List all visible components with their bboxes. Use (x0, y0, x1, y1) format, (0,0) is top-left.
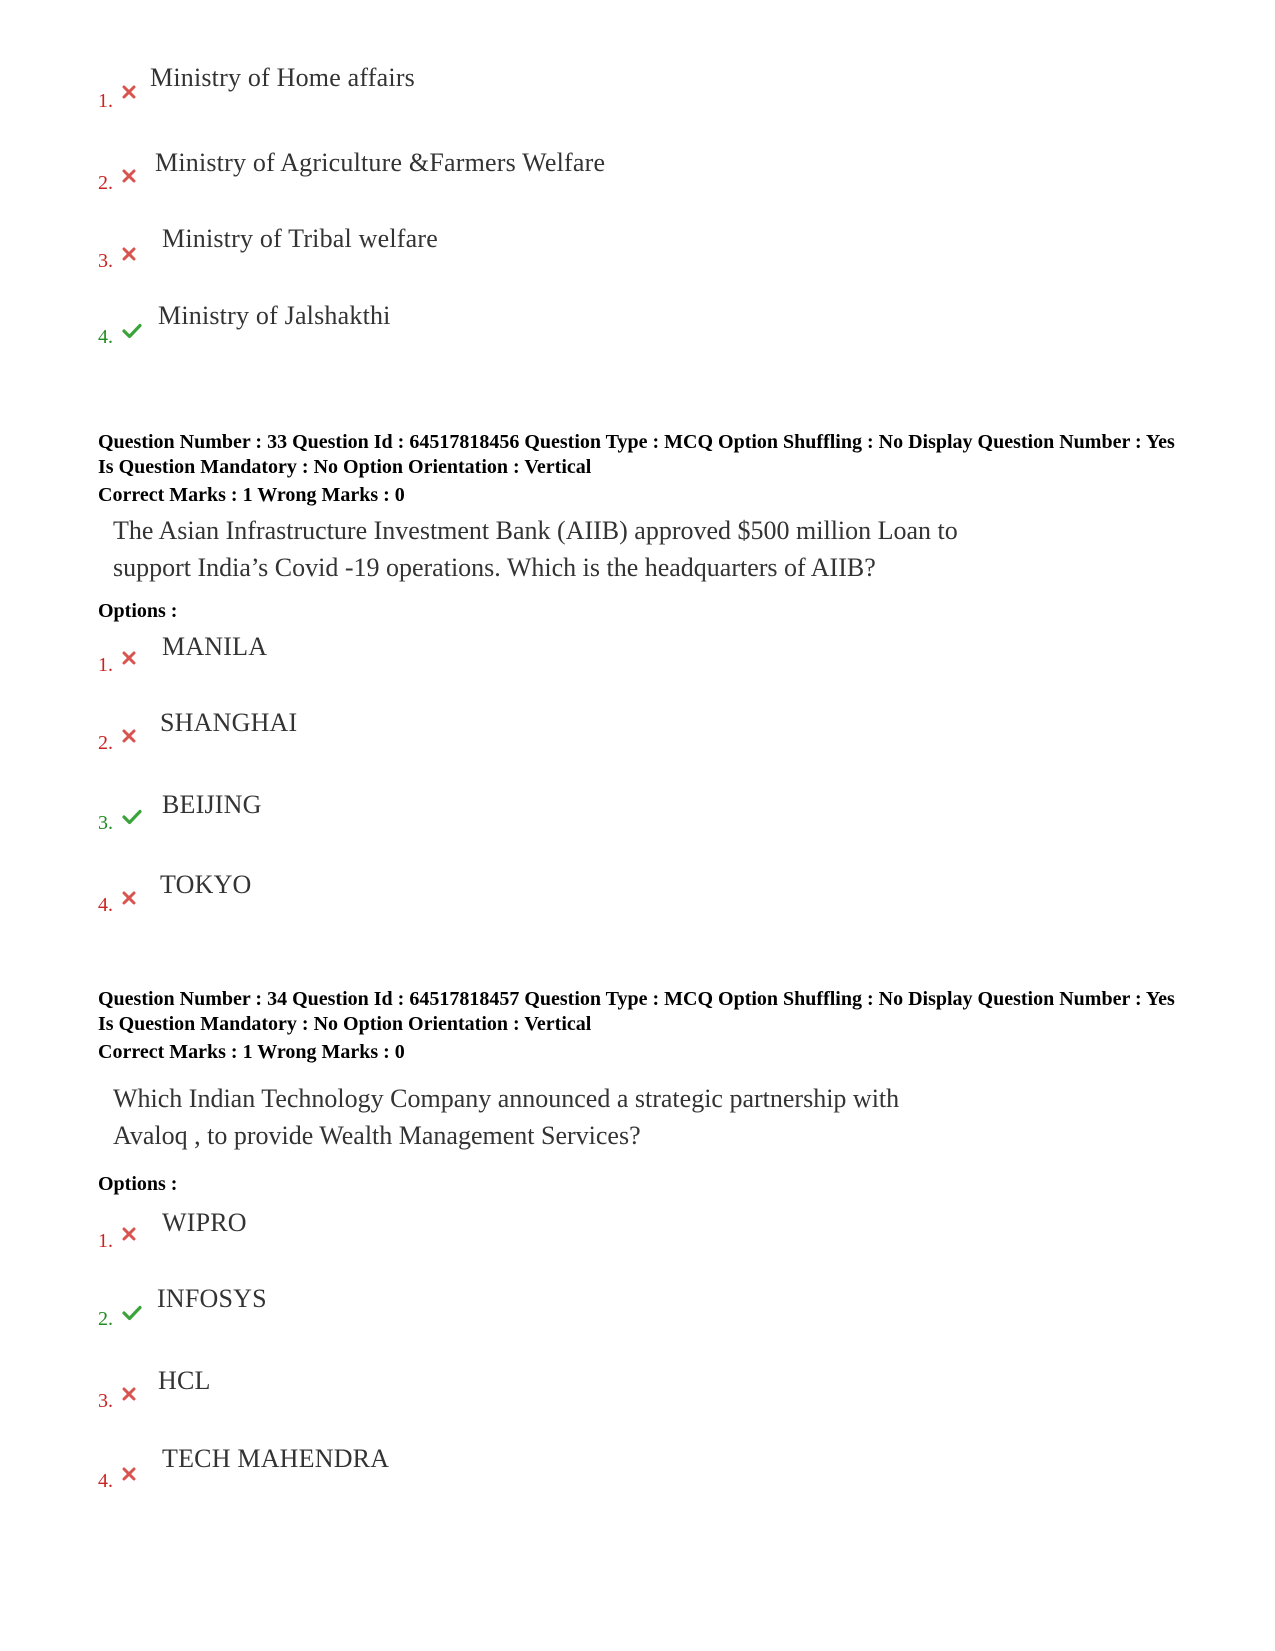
question-text (113, 1080, 1013, 1154)
options-label: Options : (98, 1173, 178, 1195)
list-item (0, 145, 1275, 205)
cross-mark-icon (122, 1227, 136, 1241)
option-text: WIPRO (162, 1208, 247, 1237)
option-number: 2. (98, 172, 113, 194)
check-mark-icon (122, 323, 142, 339)
option-number: 2. (98, 1308, 113, 1330)
cross-mark-icon (122, 1387, 136, 1401)
cross-mark-icon (122, 1467, 136, 1481)
cross-mark-icon (122, 85, 136, 99)
option-number: 2. (98, 732, 113, 754)
option-text: Ministry of Jalshakthi (158, 301, 391, 330)
question-marks: Correct Marks : 1 Wrong Marks : 0 (98, 484, 405, 506)
option-number: 1. (98, 654, 113, 676)
option-text: BEIJING (162, 790, 262, 819)
option-text: MANILA (162, 632, 268, 661)
question-text-line: Avaloq , to provide Wealth Management Services? (113, 1121, 641, 1150)
option-text: Ministry of Home affairs (150, 63, 415, 92)
question-text-line: Which Indian Technology Company announced a strategic partnership with (113, 1084, 900, 1113)
option-number: 4. (98, 326, 113, 348)
list-item (0, 1208, 1275, 1268)
option-number: 3. (98, 250, 113, 272)
question-text (113, 512, 1013, 586)
option-text: TECH MAHENDRA (162, 1444, 390, 1473)
cross-mark-icon (122, 891, 136, 905)
list-item (0, 222, 1275, 282)
check-mark-icon (122, 1305, 142, 1321)
list-item (0, 1366, 1275, 1426)
list-item (0, 60, 1275, 120)
question-text-line: support India’s Covid -19 operations. Which is the headquarters of AIIB? (113, 553, 876, 582)
options-label: Options : (98, 600, 178, 622)
option-number: 1. (98, 1230, 113, 1252)
cross-mark-icon (122, 169, 136, 183)
option-number: 4. (98, 894, 113, 916)
option-text: Ministry of Tribal welfare (162, 224, 439, 253)
list-item (0, 1444, 1275, 1504)
option-text: INFOSYS (157, 1284, 267, 1313)
option-number: 3. (98, 1390, 113, 1412)
cross-mark-icon (122, 729, 136, 743)
question-meta: Question Number : 33 Question Id : 64517818456 Question Type : MCQ Option Shuffling : No Display Question Number : Yes Is Question Mandatory : No Option Orientation : Vertical (98, 431, 1175, 478)
list-item (0, 870, 1275, 930)
option-text: HCL (158, 1366, 211, 1395)
option-text: Ministry of Agriculture &Farmers Welfare (155, 148, 606, 177)
option-text: SHANGHAI (160, 708, 298, 737)
option-number: 3. (98, 812, 113, 834)
cross-mark-icon (122, 651, 136, 665)
question-meta: Question Number : 34 Question Id : 64517818457 Question Type : MCQ Option Shuffling : No Display Question Number : Yes Is Question Mandatory : No Option Orientation : Vertical (98, 988, 1175, 1035)
cross-mark-icon (122, 247, 136, 261)
list-item (0, 790, 1275, 850)
list-item (0, 1284, 1275, 1344)
question-text-line: The Asian Infrastructure Investment Bank (AIIB) approved $500 million Loan to (113, 516, 958, 545)
question-marks: Correct Marks : 1 Wrong Marks : 0 (98, 1041, 405, 1063)
option-text: TOKYO (160, 870, 252, 899)
list-item (0, 632, 1275, 692)
check-mark-icon (122, 809, 142, 825)
list-item (0, 298, 1275, 358)
list-item (0, 708, 1275, 768)
option-number: 4. (98, 1470, 113, 1492)
option-number: 1. (98, 90, 113, 112)
